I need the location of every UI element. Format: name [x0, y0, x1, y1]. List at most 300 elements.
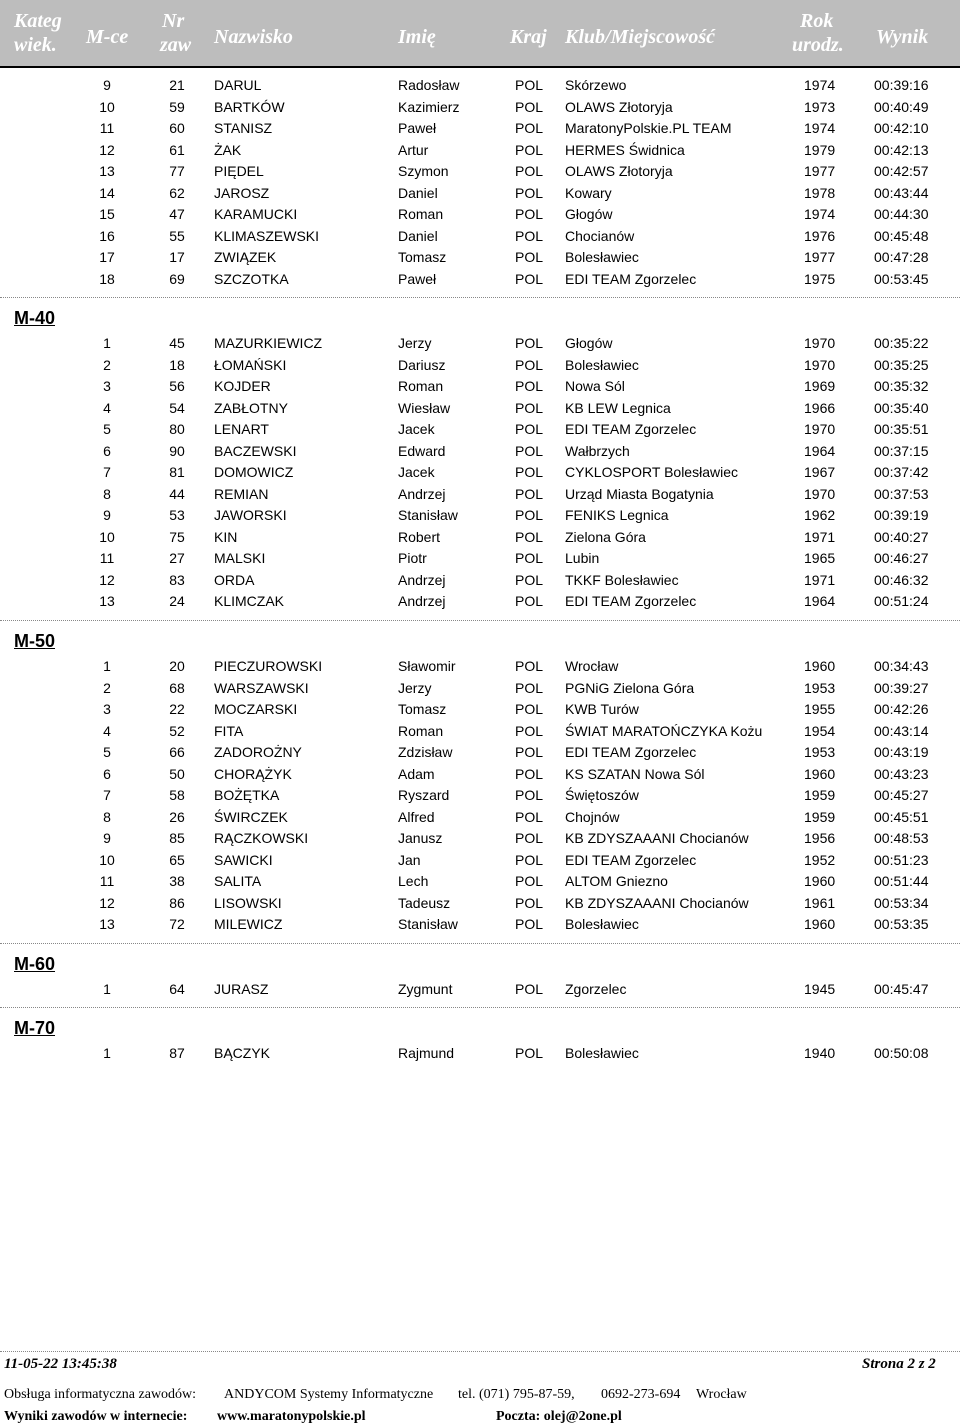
- result-time-cell: 00:42:26: [874, 701, 929, 717]
- place-cell: 10: [99, 851, 115, 868]
- country-cell: POL: [515, 378, 544, 394]
- result-time-cell: 00:35:51: [874, 421, 929, 437]
- last-name-cell: ZABŁOTNY: [214, 399, 288, 416]
- birth-year-cell: 1974: [804, 206, 836, 222]
- club-cell: Chojnów: [565, 808, 620, 825]
- first-name-cell: Piotr: [398, 550, 427, 566]
- birth-year-cell: 1945: [804, 981, 836, 997]
- result-time-cell: 00:45:51: [874, 808, 929, 825]
- first-name-cell: Sławomir: [398, 658, 456, 674]
- last-name-cell: KLIMASZEWSKI: [214, 227, 320, 244]
- place-cell: 12: [99, 141, 115, 158]
- club-cell: Zgorzelec: [565, 981, 627, 997]
- birth-year-cell: 1970: [804, 356, 836, 373]
- header-club: Klub/Miejscowość: [565, 26, 716, 48]
- first-name-cell: Artur: [398, 141, 429, 158]
- birth-year-cell: 1974: [804, 120, 836, 136]
- club-cell: EDI TEAM Zgorzelec: [565, 593, 697, 609]
- country-cell: POL: [515, 356, 544, 373]
- table-row: [0, 764, 960, 785]
- header-bib-line1: Nr: [162, 10, 185, 32]
- category-label: M-40: [14, 308, 56, 328]
- club-cell: HERMES Świdnica: [565, 141, 685, 158]
- first-name-cell: Wiesław: [398, 399, 451, 416]
- last-name-cell: KLIMCZAK: [214, 593, 285, 609]
- place-cell: 8: [103, 808, 111, 825]
- country-cell: POL: [515, 808, 544, 825]
- bib-cell: 59: [169, 98, 185, 115]
- bib-cell: 54: [169, 399, 185, 416]
- table-row: [0, 656, 960, 677]
- last-name-cell: ORDA: [214, 571, 255, 588]
- last-name-cell: JAWORSKI: [214, 507, 287, 523]
- table-row: [0, 398, 960, 419]
- birth-year-cell: 1970: [804, 485, 836, 502]
- first-name-cell: Tomasz: [398, 249, 447, 265]
- header-country: Kraj: [510, 26, 547, 48]
- first-name-cell: Dariusz: [398, 356, 446, 373]
- header-category-line1: Kateg: [14, 10, 62, 32]
- birth-year-cell: 1954: [804, 722, 836, 739]
- birth-year-cell: 1967: [804, 464, 836, 480]
- birth-year-cell: 1959: [804, 808, 836, 825]
- birth-year-cell: 1971: [804, 571, 836, 588]
- bib-cell: 68: [169, 679, 185, 696]
- club-cell: ALTOM Gniezno: [565, 873, 668, 889]
- result-time-cell: 00:35:25: [874, 356, 929, 373]
- club-cell: Świętoszów: [565, 787, 639, 803]
- birth-year-cell: 1969: [804, 378, 836, 394]
- last-name-cell: ZADOROŻNY: [214, 744, 302, 760]
- country-cell: POL: [515, 550, 544, 566]
- country-cell: POL: [515, 830, 544, 846]
- club-cell: KWB Turów: [565, 701, 639, 717]
- first-name-cell: Stanisław: [398, 916, 458, 932]
- result-time-cell: 00:35:22: [874, 335, 929, 351]
- place-cell: 1: [103, 981, 111, 997]
- table-row: [0, 75, 960, 96]
- first-name-cell: Szymon: [398, 163, 449, 179]
- result-time-cell: 00:47:28: [874, 249, 929, 265]
- birth-year-cell: 1964: [804, 593, 836, 609]
- table-row: [0, 828, 960, 849]
- table-row: [0, 721, 960, 742]
- country-cell: POL: [515, 679, 544, 696]
- club-cell: OLAWS Złotoryja: [565, 98, 673, 115]
- table-row: [0, 355, 960, 376]
- result-time-cell: 00:53:34: [874, 894, 929, 911]
- first-name-cell: Lech: [398, 873, 429, 889]
- country-cell: POL: [515, 249, 544, 265]
- birth-year-cell: 1964: [804, 442, 836, 459]
- result-time-cell: 00:37:53: [874, 485, 929, 502]
- place-cell: 6: [103, 442, 111, 459]
- bib-cell: 62: [169, 184, 185, 201]
- last-name-cell: KOJDER: [214, 378, 271, 394]
- category-divider: [0, 297, 960, 298]
- first-name-cell: Roman: [398, 378, 444, 394]
- result-time-cell: 00:50:08: [874, 1045, 929, 1061]
- birth-year-cell: 1975: [804, 270, 836, 287]
- place-cell: 9: [103, 77, 111, 93]
- category-label: M-50: [14, 631, 56, 651]
- bib-cell: 83: [169, 571, 185, 588]
- table-row: [0, 118, 960, 139]
- table-row: [0, 548, 960, 569]
- result-time-cell: 00:39:19: [874, 507, 929, 523]
- table-row: [0, 204, 960, 225]
- place-cell: 18: [99, 270, 115, 287]
- result-time-cell: 00:39:16: [874, 77, 929, 93]
- footer-divider: [0, 1351, 960, 1352]
- birth-year-cell: 1978: [804, 184, 836, 201]
- first-name-cell: Ryszard: [398, 787, 450, 803]
- result-time-cell: 00:39:27: [874, 679, 929, 696]
- bib-cell: 65: [169, 851, 185, 868]
- first-name-cell: Jan: [398, 851, 421, 868]
- result-time-cell: 00:43:44: [874, 184, 929, 201]
- place-cell: 6: [103, 765, 111, 782]
- last-name-cell: SZCZOTKA: [214, 270, 289, 287]
- last-name-cell: MAZURKIEWICZ: [214, 335, 323, 351]
- category-divider: [0, 943, 960, 944]
- club-cell: KS SZATAN Nowa Sól: [565, 765, 705, 782]
- table-row: [0, 161, 960, 182]
- result-time-cell: 00:42:57: [874, 163, 929, 179]
- online-url[interactable]: www.maratonypolskie.pl: [217, 1409, 366, 1424]
- bib-cell: 85: [169, 830, 185, 846]
- country-cell: POL: [515, 163, 544, 179]
- table-row: [0, 742, 960, 763]
- bib-cell: 86: [169, 894, 185, 911]
- service-city: Wrocław: [696, 1387, 747, 1402]
- table-row: [0, 785, 960, 806]
- result-time-cell: 00:43:23: [874, 765, 929, 782]
- last-name-cell: FITA: [214, 722, 244, 739]
- last-name-cell: KIN: [214, 528, 238, 545]
- country-cell: POL: [515, 442, 544, 459]
- club-cell: KB ZDYSZAAANI Chocianów: [565, 894, 749, 911]
- first-name-cell: Andrzej: [398, 571, 446, 588]
- result-time-cell: 00:51:23: [874, 851, 929, 868]
- place-cell: 12: [99, 571, 115, 588]
- table-row: [0, 462, 960, 483]
- first-name-cell: Jerzy: [398, 335, 432, 351]
- last-name-cell: LISOWSKI: [214, 894, 282, 911]
- table-row: [0, 484, 960, 505]
- birth-year-cell: 1960: [804, 916, 836, 932]
- result-time-cell: 00:53:45: [874, 270, 929, 287]
- country-cell: POL: [515, 528, 544, 545]
- country-cell: POL: [515, 184, 544, 201]
- place-cell: 9: [103, 830, 111, 846]
- birth-year-cell: 1977: [804, 249, 836, 265]
- place-cell: 2: [103, 679, 111, 696]
- last-name-cell: ŻAK: [214, 141, 242, 158]
- first-name-cell: Andrzej: [398, 593, 446, 609]
- club-cell: Bolesławiec: [565, 1045, 639, 1061]
- last-name-cell: WARSZAWSKI: [214, 679, 309, 696]
- page-number: Strona 2 z 2: [862, 1356, 936, 1372]
- place-cell: 9: [103, 507, 111, 523]
- birth-year-cell: 1953: [804, 744, 836, 760]
- result-time-cell: 00:35:32: [874, 378, 929, 394]
- country-cell: POL: [515, 722, 544, 739]
- service-mobile: 0692-273-694: [601, 1387, 681, 1402]
- result-time-cell: 00:42:13: [874, 141, 929, 158]
- bib-cell: 66: [169, 744, 185, 760]
- result-time-cell: 00:34:43: [874, 658, 929, 674]
- bib-cell: 17: [169, 249, 185, 265]
- bib-cell: 69: [169, 270, 185, 287]
- place-cell: 10: [99, 528, 115, 545]
- club-cell: Urząd Miasta Bogatynia: [565, 485, 714, 502]
- country-cell: POL: [515, 916, 544, 932]
- header-year-line2: urodz.: [792, 34, 844, 56]
- service-label: Obsługa informatyczna zawodów:: [4, 1387, 197, 1402]
- table-row: [0, 140, 960, 161]
- birth-year-cell: 1966: [804, 399, 836, 416]
- first-name-cell: Zdzisław: [398, 744, 453, 760]
- last-name-cell: KARAMUCKI: [214, 206, 298, 222]
- last-name-cell: BACZEWSKI: [214, 442, 297, 459]
- birth-year-cell: 1960: [804, 873, 836, 889]
- birth-year-cell: 1970: [804, 421, 836, 437]
- place-cell: 7: [103, 787, 111, 803]
- country-cell: POL: [515, 981, 544, 997]
- place-cell: 11: [99, 120, 115, 136]
- first-name-cell: Alfred: [398, 808, 435, 825]
- country-cell: POL: [515, 335, 544, 351]
- first-name-cell: Adam: [398, 765, 435, 782]
- last-name-cell: SALITA: [214, 873, 262, 889]
- birth-year-cell: 1971: [804, 528, 836, 545]
- place-cell: 4: [103, 399, 111, 416]
- table-row: [0, 269, 960, 290]
- club-cell: EDI TEAM Zgorzelec: [565, 744, 697, 760]
- header-category-line2: wiek.: [14, 34, 57, 56]
- contact-mail[interactable]: Poczta: olej@2one.pl: [496, 1409, 622, 1424]
- bib-cell: 38: [169, 873, 185, 889]
- place-cell: 7: [103, 464, 111, 480]
- bib-cell: 56: [169, 378, 185, 394]
- service-phone: tel. (071) 795-87-59,: [458, 1387, 575, 1402]
- table-header: [0, 0, 960, 68]
- birth-year-cell: 1959: [804, 787, 836, 803]
- header-result: Wynik: [876, 26, 929, 48]
- first-name-cell: Jerzy: [398, 679, 432, 696]
- bib-cell: 64: [169, 981, 185, 997]
- first-name-cell: Roman: [398, 722, 444, 739]
- country-cell: POL: [515, 227, 544, 244]
- table-row: [0, 183, 960, 204]
- birth-year-cell: 1979: [804, 141, 836, 158]
- first-name-cell: Jacek: [398, 464, 435, 480]
- result-time-cell: 00:46:27: [874, 550, 929, 566]
- first-name-cell: Daniel: [398, 227, 438, 244]
- first-name-cell: Andrzej: [398, 485, 446, 502]
- last-name-cell: LENART: [214, 421, 269, 437]
- header-place: M-ce: [86, 26, 129, 48]
- first-name-cell: Tadeusz: [398, 894, 451, 911]
- birth-year-cell: 1960: [804, 658, 836, 674]
- table-row: [0, 226, 960, 247]
- club-cell: TKKF Bolesławiec: [565, 571, 679, 588]
- club-cell: Lubin: [565, 550, 600, 566]
- result-time-cell: 00:46:32: [874, 571, 929, 588]
- place-cell: 3: [103, 701, 111, 717]
- country-cell: POL: [515, 765, 544, 782]
- birth-year-cell: 1976: [804, 227, 836, 244]
- club-cell: Nowa Sól: [565, 378, 625, 394]
- bib-cell: 75: [169, 528, 185, 545]
- club-cell: EDI TEAM Zgorzelec: [565, 851, 697, 868]
- country-cell: POL: [515, 120, 544, 136]
- club-cell: Skórzewo: [565, 77, 627, 93]
- bib-cell: 50: [169, 765, 185, 782]
- place-cell: 17: [99, 249, 115, 265]
- country-cell: POL: [515, 744, 544, 760]
- country-cell: POL: [515, 485, 544, 502]
- table-row: [0, 699, 960, 720]
- result-time-cell: 00:51:24: [874, 593, 929, 609]
- table-row: [0, 527, 960, 548]
- country-cell: POL: [515, 1045, 544, 1061]
- place-cell: 8: [103, 485, 111, 502]
- place-cell: 12: [99, 894, 115, 911]
- result-time-cell: 00:43:19: [874, 744, 929, 760]
- country-cell: POL: [515, 464, 544, 480]
- table-row: [0, 979, 960, 1000]
- country-cell: POL: [515, 421, 544, 437]
- club-cell: PGNiG Zielona Góra: [565, 679, 695, 696]
- club-cell: MaratonyPolskie.PL TEAM: [565, 120, 732, 136]
- first-name-cell: Kazimierz: [398, 98, 460, 115]
- bib-cell: 77: [169, 163, 185, 179]
- place-cell: 1: [103, 335, 111, 351]
- table-row: [0, 871, 960, 892]
- last-name-cell: JAROSZ: [214, 184, 270, 201]
- first-name-cell: Paweł: [398, 120, 437, 136]
- birth-year-cell: 1956: [804, 830, 836, 846]
- header-year-line1: Rok: [800, 10, 834, 32]
- country-cell: POL: [515, 787, 544, 803]
- last-name-cell: BOŻĘTKA: [214, 787, 280, 803]
- birth-year-cell: 1940: [804, 1045, 836, 1061]
- place-cell: 13: [99, 163, 115, 179]
- birth-year-cell: 1962: [804, 507, 836, 523]
- result-time-cell: 00:43:14: [874, 722, 929, 739]
- result-time-cell: 00:37:15: [874, 442, 929, 459]
- first-name-cell: Stanisław: [398, 507, 458, 523]
- last-name-cell: DARUL: [214, 77, 262, 93]
- header-bib-line2: zaw: [160, 34, 192, 56]
- first-name-cell: Rajmund: [398, 1045, 455, 1061]
- last-name-cell: ŚWIRCZEK: [214, 808, 288, 825]
- table-row: [0, 807, 960, 828]
- table-row: [0, 1043, 960, 1064]
- table-row: [0, 376, 960, 397]
- bib-cell: 18: [169, 356, 185, 373]
- table-row: [0, 893, 960, 914]
- club-cell: Głogów: [565, 206, 613, 222]
- last-name-cell: ŁOMAŃSKI: [214, 356, 287, 373]
- last-name-cell: PIĘDEL: [214, 163, 264, 179]
- club-cell: Wrocław: [565, 658, 619, 674]
- bib-cell: 22: [169, 701, 185, 717]
- country-cell: POL: [515, 571, 544, 588]
- result-time-cell: 00:40:27: [874, 528, 929, 545]
- bib-cell: 72: [169, 916, 185, 932]
- bib-cell: 61: [169, 141, 185, 158]
- last-name-cell: CHORĄŻYK: [214, 765, 292, 782]
- country-cell: POL: [515, 141, 544, 158]
- place-cell: 1: [103, 658, 111, 674]
- club-cell: Zielona Góra: [565, 528, 646, 545]
- result-time-cell: 00:37:42: [874, 464, 929, 480]
- last-name-cell: ZWIĄZEK: [214, 249, 277, 265]
- birth-year-cell: 1961: [804, 894, 836, 911]
- club-cell: Bolesławiec: [565, 249, 639, 265]
- first-name-cell: Radosław: [398, 77, 460, 93]
- country-cell: POL: [515, 851, 544, 868]
- bib-cell: 58: [169, 787, 185, 803]
- result-time-cell: 00:53:35: [874, 916, 929, 932]
- country-cell: POL: [515, 507, 544, 523]
- service-company: ANDYCOM Systemy Informatyczne: [224, 1387, 434, 1402]
- place-cell: 3: [103, 378, 111, 394]
- birth-year-cell: 1952: [804, 851, 836, 868]
- country-cell: POL: [515, 593, 544, 609]
- place-cell: 10: [99, 98, 115, 115]
- last-name-cell: RĄCZKOWSKI: [214, 830, 309, 846]
- place-cell: 15: [99, 206, 115, 222]
- first-name-cell: Jacek: [398, 421, 435, 437]
- table-row: [0, 505, 960, 526]
- place-cell: 16: [99, 227, 115, 244]
- bib-cell: 47: [169, 206, 185, 222]
- last-name-cell: MALSKI: [214, 550, 266, 566]
- first-name-cell: Roman: [398, 206, 444, 222]
- club-cell: CYKLOSPORT Bolesławiec: [565, 464, 738, 480]
- country-cell: POL: [515, 701, 544, 717]
- birth-year-cell: 1970: [804, 335, 836, 351]
- result-time-cell: 00:40:49: [874, 98, 929, 115]
- last-name-cell: MILEWICZ: [214, 916, 283, 932]
- country-cell: POL: [515, 894, 544, 911]
- table-row: [0, 570, 960, 591]
- bib-cell: 90: [169, 442, 185, 459]
- category-divider: [0, 1007, 960, 1008]
- last-name-cell: REMIAN: [214, 485, 269, 502]
- country-cell: POL: [515, 98, 544, 115]
- club-cell: Bolesławiec: [565, 916, 639, 932]
- table-row: [0, 441, 960, 462]
- place-cell: 11: [99, 550, 115, 566]
- country-cell: POL: [515, 399, 544, 416]
- last-name-cell: PIECZUROWSKI: [214, 658, 323, 674]
- club-cell: Wałbrzych: [565, 442, 630, 459]
- birth-year-cell: 1973: [804, 98, 836, 115]
- result-time-cell: 00:45:48: [874, 227, 929, 244]
- table-row: [0, 678, 960, 699]
- first-name-cell: Tomasz: [398, 701, 447, 717]
- first-name-cell: Janusz: [398, 830, 443, 846]
- club-cell: Bolesławiec: [565, 356, 639, 373]
- bib-cell: 53: [169, 507, 185, 523]
- place-cell: 5: [103, 744, 111, 760]
- place-cell: 5: [103, 421, 111, 437]
